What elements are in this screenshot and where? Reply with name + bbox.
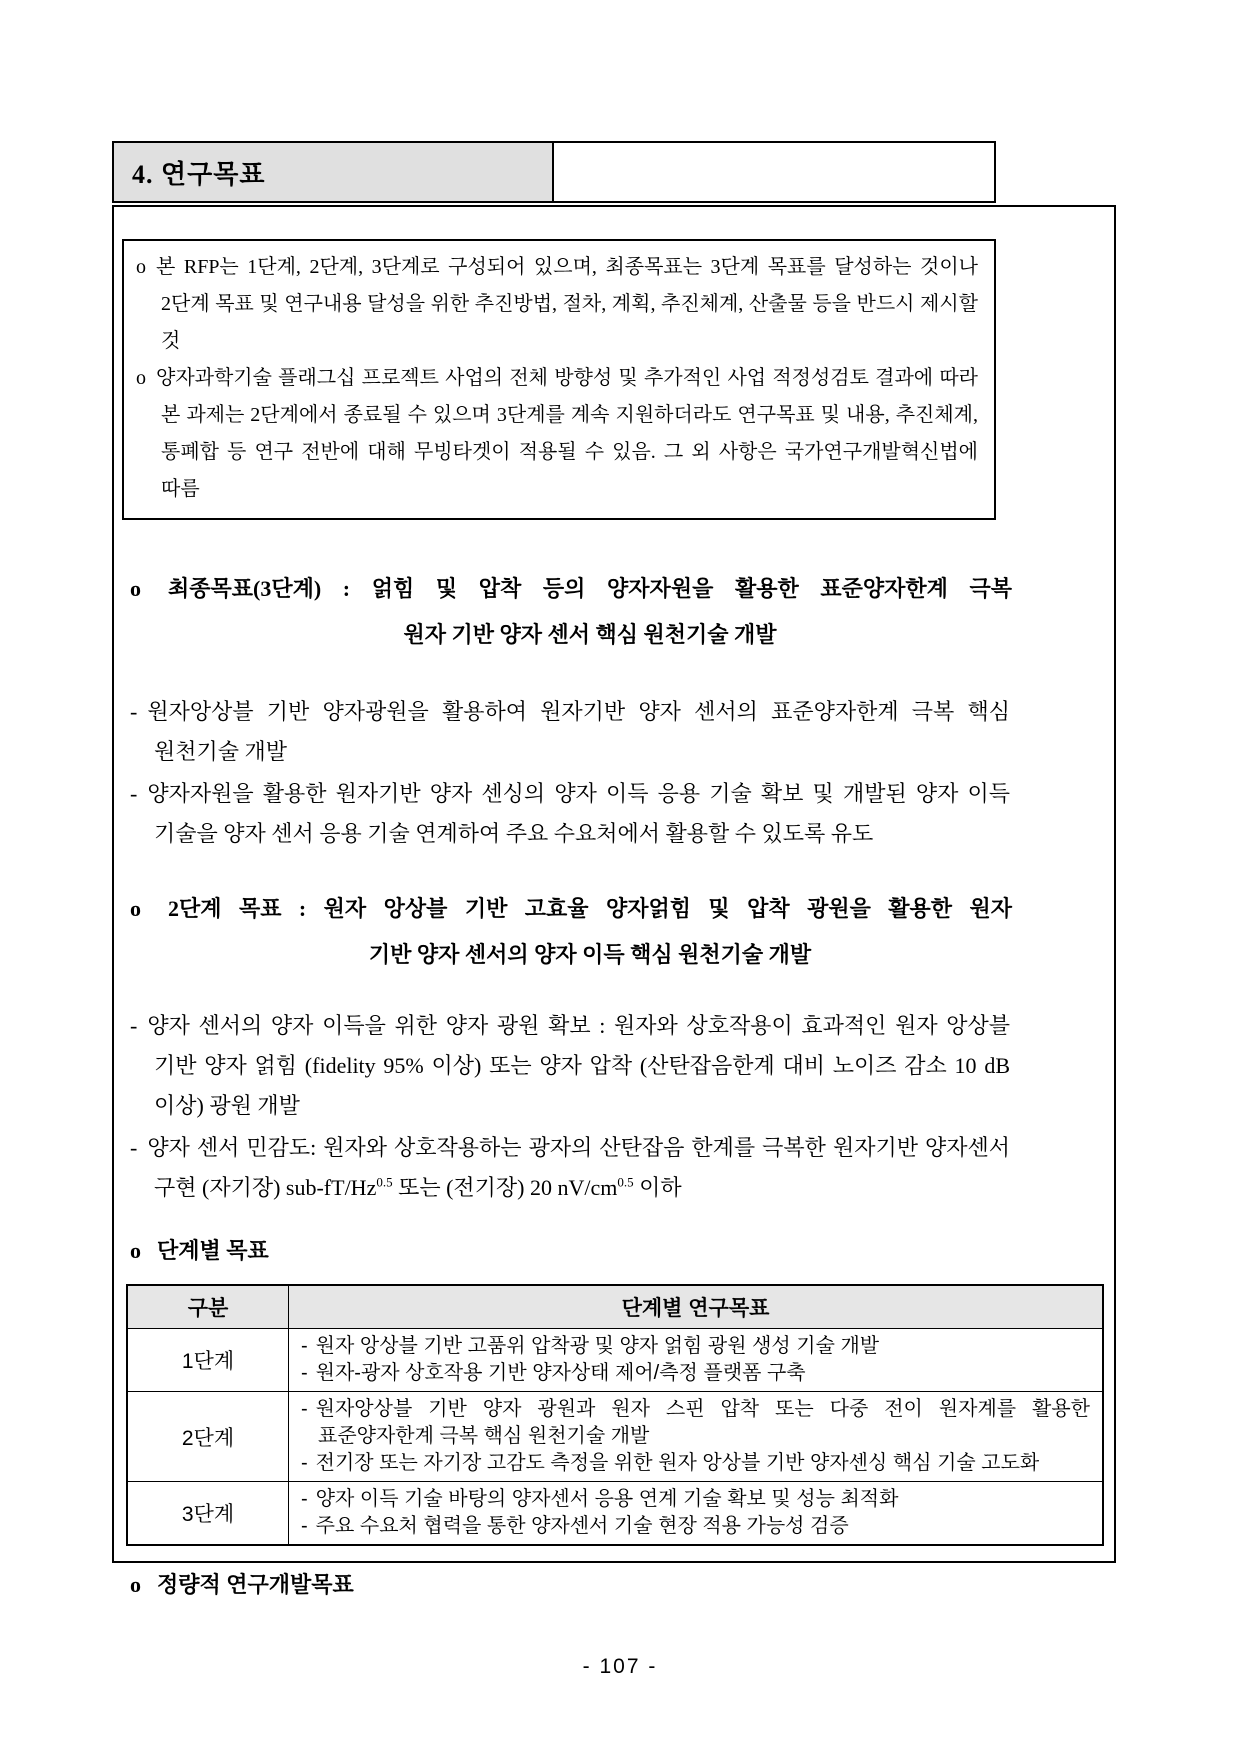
bullet-text: 또는 (전기장) 20 nV/cm <box>392 1175 618 1200</box>
final-goal-line1: 최종목표(3단계) : 얽힘 및 압착 등의 양자자원을 활용한 표준양자한계 극복 <box>168 576 1012 601</box>
final-goal-line2: 원자 기반 양자 센서 핵심 원천기술 개발 <box>403 622 777 647</box>
dash-marker: - <box>301 1335 308 1357</box>
notice-text: 양자과학기술 플래그십 프로젝트 사업의 전체 방향성 및 추가적인 사업 적정성검토 결과에 따라 본 과제는 2단계에서 종료될 수 있으며 3단계를 계속 지원하더라도 연구목표 및 내용, 추진체계, 통폐합 등 연구 전반에 대해 무빙타겟이 적용될 수 있음. 그 외 사항은 국가연구개발혁신법에 따름 <box>156 367 978 500</box>
bullet-text: 양자 센서의 양자 이득을 위한 양자 광원 확보 : 원자와 상호작용이 효과적인 원자 앙상블 기반 양자 얽힘 (fidelity 95% 이상) 또는 양자 압착 (산탄잡음한계 대비 노이즈 감소 10 dB 이상) 광원 개발 <box>147 1013 1010 1118</box>
bullet-item <box>130 692 1010 772</box>
superscript: 0.5 <box>376 1174 393 1190</box>
dash-marker: - <box>301 1515 308 1537</box>
notice-item <box>136 249 978 360</box>
content-box <box>112 205 1116 1597</box>
bullet-text: 이하 <box>633 1175 682 1200</box>
circle-bullet-marker: o <box>130 576 141 601</box>
superscript: 0.5 <box>617 1174 634 1190</box>
circle-bullet-marker: o <box>130 1572 141 1597</box>
table-bullet-text: 전기장 또는 자기장 고감도 측정을 위한 원자 앙상블 기반 양자센싱 핵심 기술 고도화 <box>315 1452 1040 1474</box>
section-header-empty-cell <box>554 141 996 203</box>
notice-box <box>122 239 996 520</box>
stage2-goal-text <box>168 886 1012 978</box>
table-bullet <box>301 1486 1090 1513</box>
bullet-item <box>130 1006 1010 1126</box>
bullet-text: 원자앙상블 기반 양자광원을 활용하여 원자기반 양자 센서의 표준양자한계 극복 핵심 원천기술 개발 <box>147 699 1010 764</box>
notice-item <box>136 360 978 508</box>
stage-goals <box>289 1329 1104 1392</box>
table-bullet-text: 원자 앙상블 기반 고품위 압착광 및 양자 얽힘 광원 생성 기술 개발 <box>315 1335 880 1357</box>
stage2-goal-heading <box>130 886 1012 978</box>
column-header-division: 구분 <box>127 1285 289 1329</box>
quantitative-goal-title: 정량적 연구개발목표 <box>157 1572 354 1597</box>
table-header-row <box>127 1285 1103 1329</box>
final-goal-text <box>168 566 1012 658</box>
stage-label: 1단계 <box>127 1329 289 1392</box>
table-bullet <box>301 1396 1090 1450</box>
dash-marker: - <box>301 1398 308 1420</box>
stage-label: 2단계 <box>127 1392 289 1482</box>
quantitative-goal-heading <box>130 1568 1114 1602</box>
final-goal-bullets <box>130 692 1010 854</box>
final-goal-heading <box>130 566 1012 658</box>
circle-bullet-marker: o <box>130 896 141 921</box>
table-bullet-text: 주요 수요처 협력을 통한 양자센서 기술 현장 적용 가능성 검증 <box>315 1515 849 1537</box>
stage-goals-table <box>126 1284 1104 1546</box>
bullet-item <box>130 774 1010 854</box>
notice-text: 본 RFP는 1단계, 2단계, 3단계로 구성되어 있으며, 최종목표는 3단계 목표를 달성하는 것이나 2단계 목표 및 연구내용 달성을 위한 추진방법, 절차, 계획, 추진체계, 산출물 등을 반드시 제시할 것 <box>156 256 978 352</box>
table-row <box>127 1329 1103 1392</box>
table-bullet <box>301 1513 1090 1540</box>
dash-marker: - <box>130 1013 138 1038</box>
section-title: 4. 연구목표 <box>132 159 266 189</box>
table-bullet-text: 양자 이득 기술 바탕의 양자센서 응용 연계 기술 확보 및 성능 최적화 <box>315 1488 899 1510</box>
stage-goals <box>289 1392 1104 1482</box>
bullet-item-sensitivity <box>130 1128 1010 1208</box>
dash-marker: - <box>130 781 138 806</box>
stage2-goal-line2: 기반 양자 센서의 양자 이득 핵심 원천기술 개발 <box>368 942 812 967</box>
table-bullet <box>301 1333 1090 1360</box>
section-header-row <box>112 141 996 203</box>
dash-marker: - <box>301 1488 308 1510</box>
dash-marker: - <box>130 699 138 724</box>
circle-bullet-marker: o <box>136 256 146 278</box>
table-bullet <box>301 1360 1090 1387</box>
stage2-goal-line1: 2단계 목표 : 원자 앙상블 기반 고효율 양자얽힘 및 압착 광원을 활용한 원자 <box>168 896 1012 921</box>
dash-marker: - <box>130 1135 138 1160</box>
dash-marker: - <box>301 1362 308 1384</box>
table-bullet <box>301 1450 1090 1477</box>
stage-table-title: 단계별 목표 <box>157 1238 269 1263</box>
table-bullet-text: 원자-광자 상호작용 기반 양자상태 제어/측정 플랫폼 구축 <box>315 1362 806 1384</box>
circle-bullet-marker: o <box>136 367 146 389</box>
stage-goals <box>289 1482 1104 1546</box>
bullet-text: 양자 센서 민감도: 원자와 상호작용하는 광자의 산탄잡음 한계를 극복한 원자기반 양자센서 구현 (자기장) sub-fT/Hz <box>147 1135 1010 1200</box>
stage-table-heading <box>130 1234 1114 1268</box>
bullet-text: 양자자원을 활용한 원자기반 양자 센싱의 양자 이득 응용 기술 확보 및 개발된 양자 이득 기술을 양자 센서 응용 기술 연계하여 주요 수요처에서 활용할 수 있도록 유도 <box>147 781 1010 846</box>
dash-marker: - <box>301 1452 308 1474</box>
table-bullet-text: 원자앙상블 기반 양자 광원과 원자 스핀 압착 또는 다중 전이 원자계를 활용한 표준양자한계 극복 핵심 원천기술 개발 <box>315 1398 1090 1447</box>
stage2-goal-bullets <box>130 1006 1010 1208</box>
column-header-goals: 단계별 연구목표 <box>289 1285 1104 1329</box>
section-title-cell <box>112 141 554 203</box>
table-row <box>127 1482 1103 1546</box>
circle-bullet-marker: o <box>130 1238 141 1263</box>
stage-label: 3단계 <box>127 1482 289 1546</box>
table-row <box>127 1392 1103 1482</box>
page-number: - 107 - <box>582 1655 658 1678</box>
